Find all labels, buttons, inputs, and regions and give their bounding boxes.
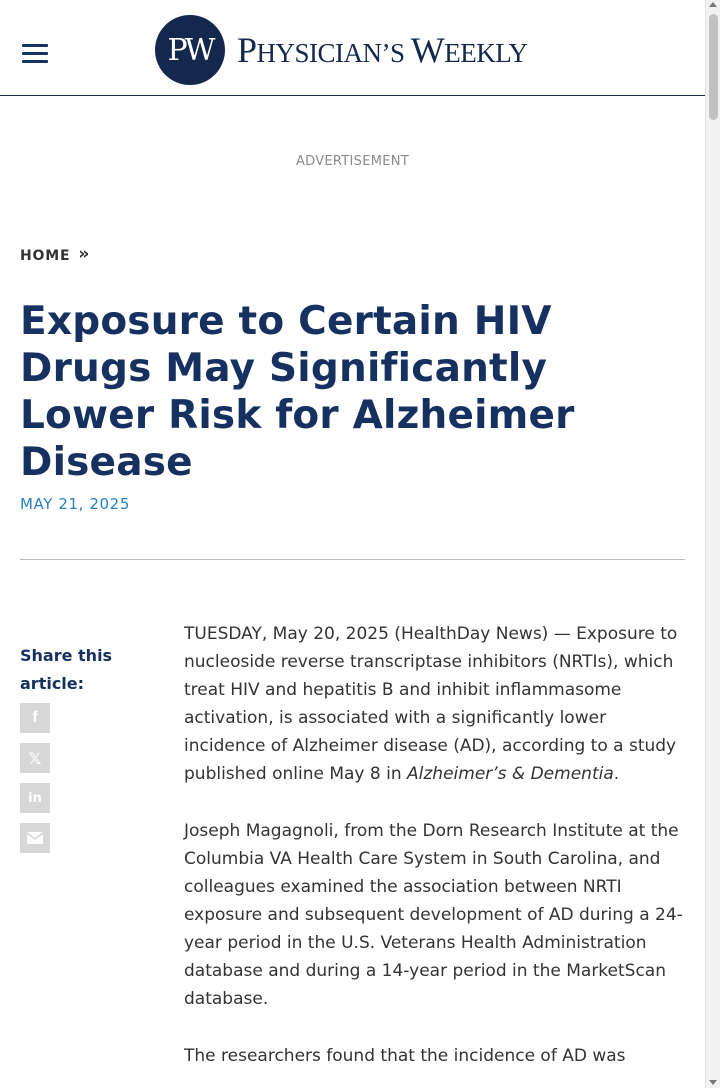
vertical-scrollbar[interactable]	[705, 0, 720, 1088]
linkedin-icon: in	[28, 790, 42, 806]
divider	[20, 559, 685, 560]
article-body	[184, 620, 690, 1088]
email-icon	[27, 832, 43, 844]
advertisement-label: ADVERTISEMENT	[295, 154, 410, 169]
breadcrumb-home-link[interactable]: HOME	[20, 248, 71, 264]
article-paragraph: The researchers found that the incidence of AD was	[184, 1046, 626, 1066]
hamburger-menu-icon[interactable]	[22, 44, 48, 64]
logo-emblem: PW	[155, 15, 225, 85]
logo-wordmark: PHYSICIAN’S WEEKLY	[237, 30, 528, 70]
facebook-icon: f	[32, 709, 38, 726]
chevron-right-icon: »	[78, 244, 91, 264]
site-logo[interactable]	[155, 15, 528, 85]
scroll-down-arrow-icon[interactable]	[709, 1080, 717, 1085]
article-date: MAY 21, 2025	[20, 495, 130, 513]
journal-name: Alzheimer’s & Dementia	[407, 764, 614, 784]
breadcrumb	[20, 244, 91, 264]
x-share-button[interactable]	[20, 743, 50, 773]
linkedin-share-button[interactable]	[20, 783, 50, 813]
article-title: Exposure to Certain HIV Drugs May Significantly Lower Risk for Alzheimer Disease	[20, 299, 575, 485]
facebook-share-button[interactable]	[20, 703, 50, 733]
article-paragraph: Joseph Magagnoli, from the Dorn Research Institute at the Columbia VA Health Care System in South Carolina, and colleagues examined the association between NRTI exposure and subsequent development of AD during a 24-year period in the U.S. Veterans Health Administration database and during a 14-year period in the MarketScan database.	[184, 821, 683, 1009]
x-twitter-icon: 𝕏	[28, 748, 42, 768]
scrollbar-thumb[interactable]	[709, 14, 718, 120]
scroll-up-arrow-icon[interactable]	[709, 2, 717, 7]
share-heading: Share this article:	[20, 646, 113, 693]
email-share-button[interactable]	[20, 823, 50, 853]
site-header	[0, 0, 705, 96]
article-paragraph: TUESDAY, May 20, 2025 (HealthDay News) — Exposure to nucleoside reverse transcriptase inhibitors (NRTIs), which treat HIV and hepatitis B and inhibit inflammasome activation, is associated with a significantly lower incidence of Alzheimer disease (AD), according to a study published online May 8 in Alzheimer’s & Dementia.	[184, 624, 678, 784]
